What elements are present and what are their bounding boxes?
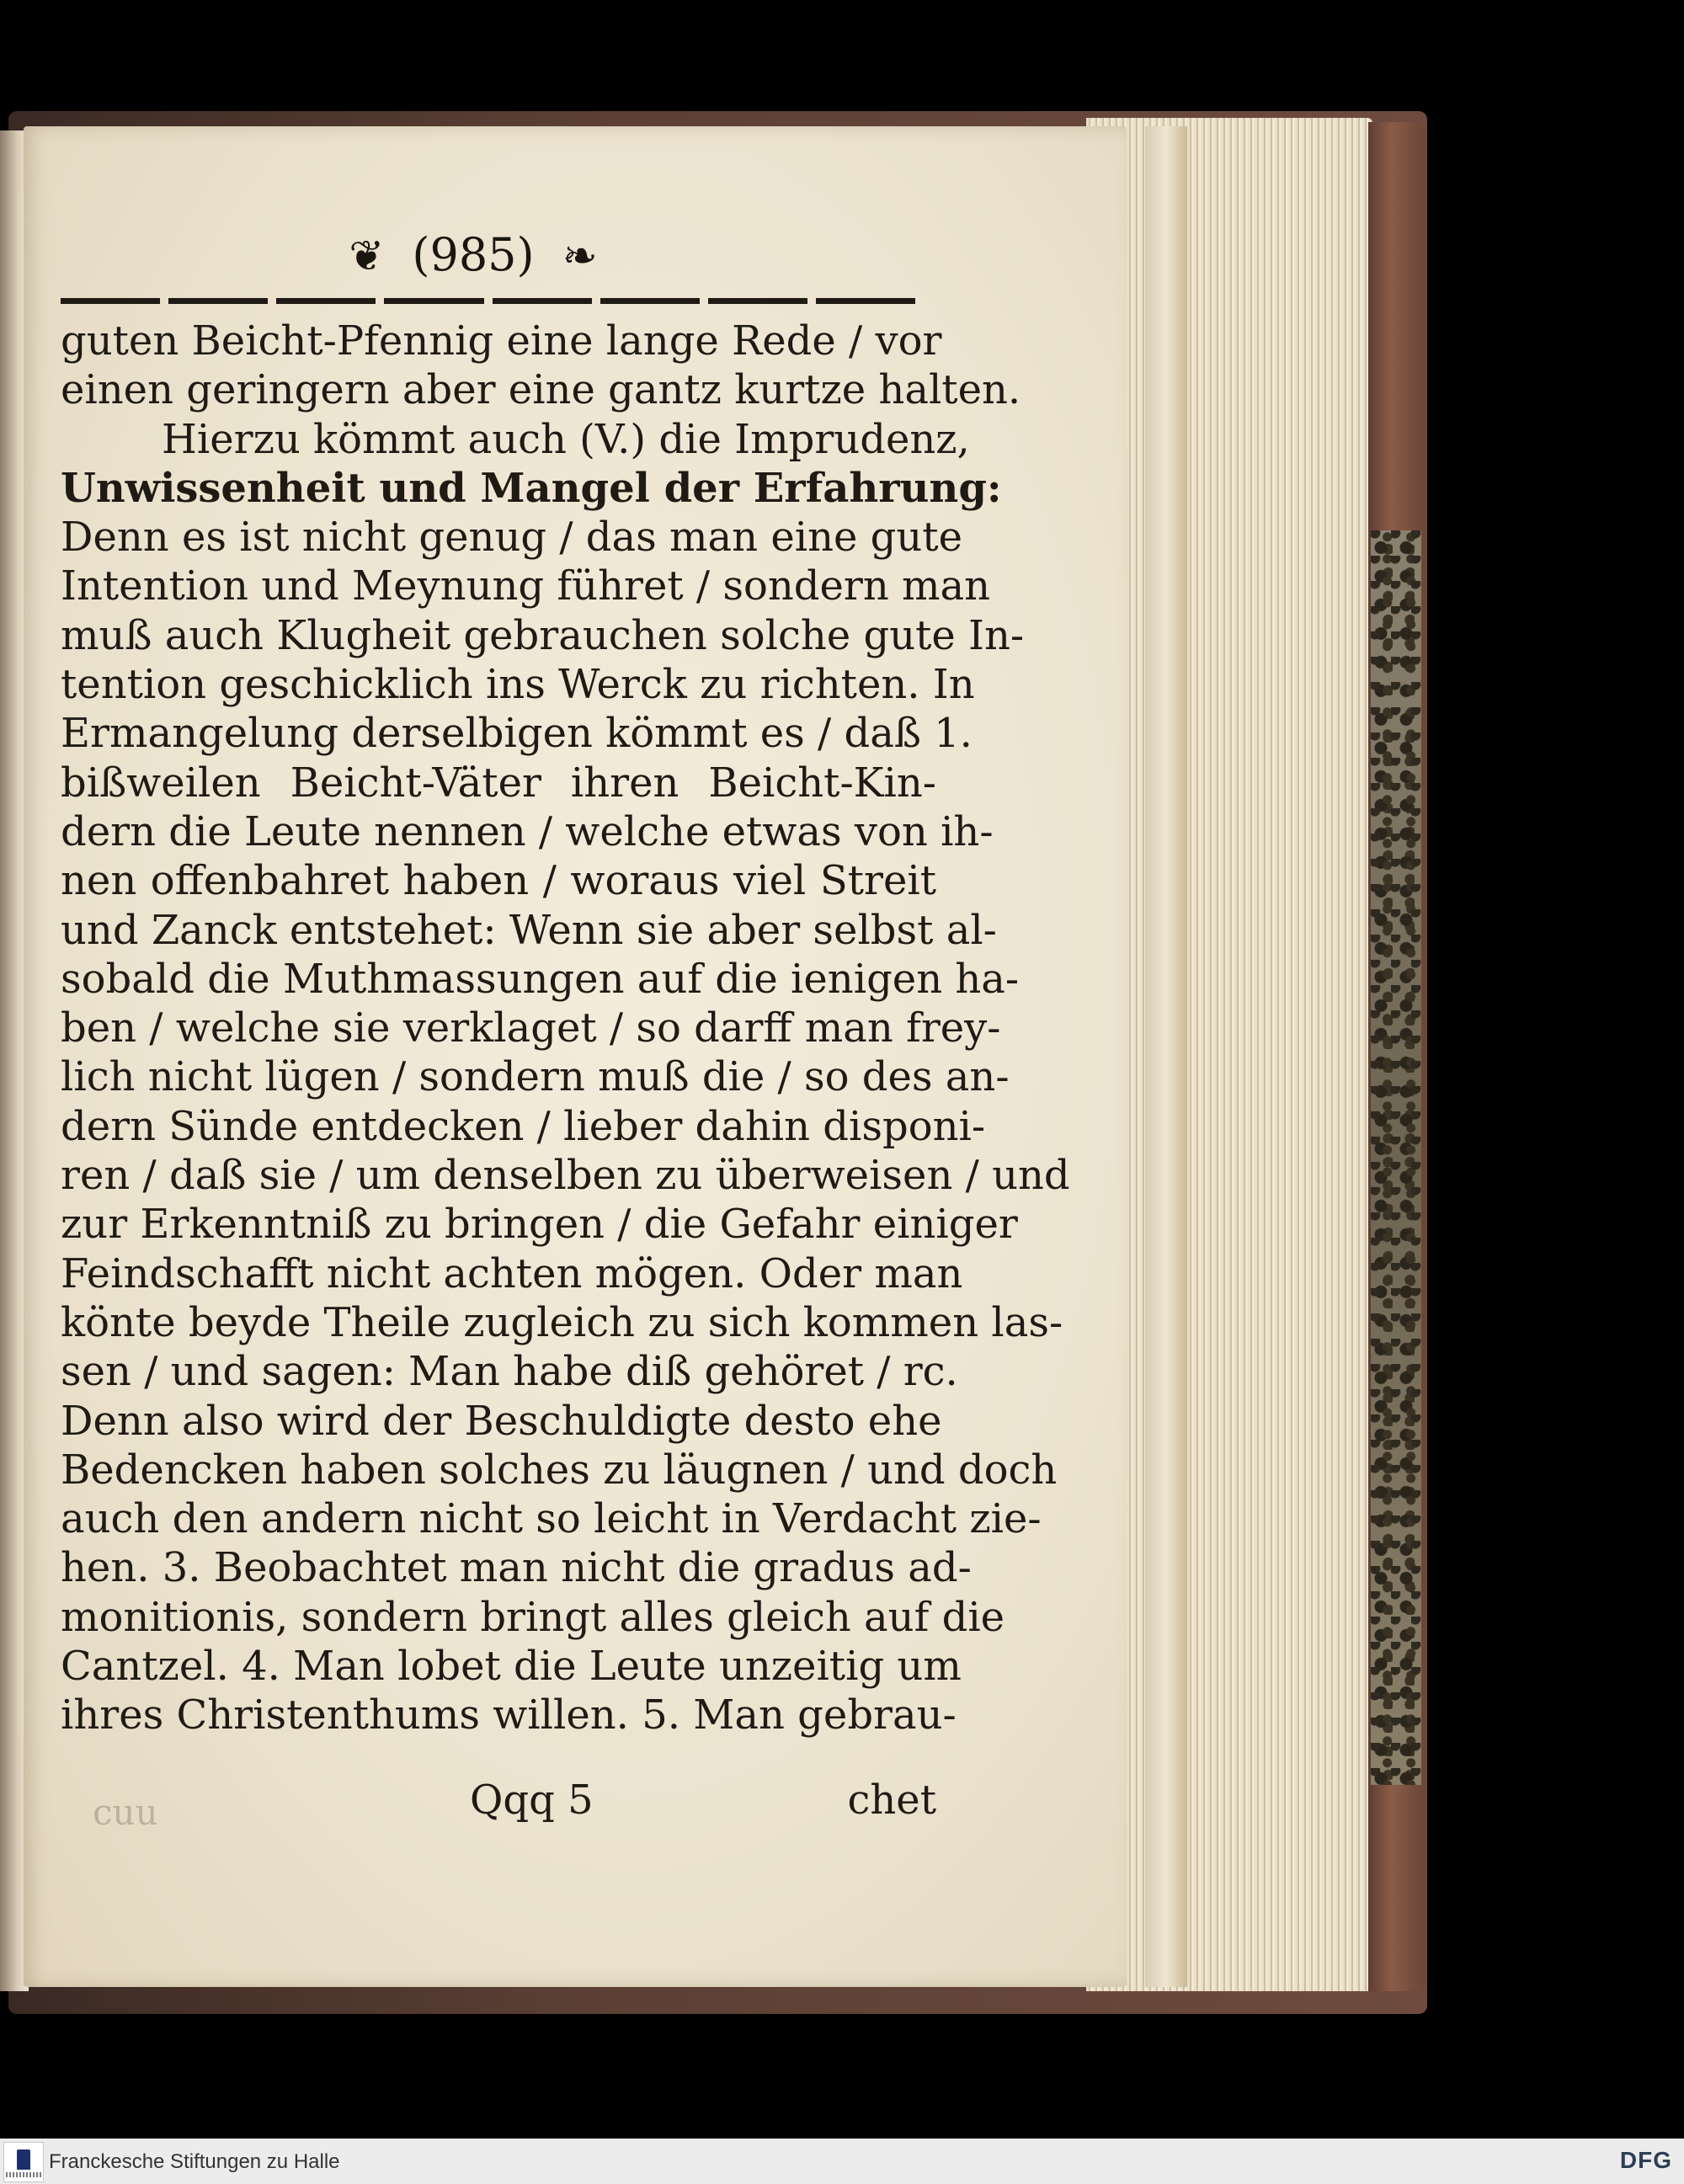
institution-logo-icon xyxy=(3,2142,44,2182)
text-line: und Zanck entstehet: Wenn sie aber selbst al- xyxy=(61,906,997,954)
viewer-footer-bar xyxy=(0,2139,1684,2184)
running-head xyxy=(313,226,633,285)
text-line: dern die Leute nennen / welche etwas von ih- xyxy=(61,807,994,855)
ornament-right-icon: ❧ xyxy=(562,232,598,280)
header-rule xyxy=(61,296,915,306)
text-line: Ermangelung derselbigen kömmt es / daß 1. xyxy=(61,710,973,758)
text-line: hen. 3. Beobachtet man nicht die gradus ad- xyxy=(61,1544,972,1592)
text-line: auch den andern nicht so leicht in Verdacht zie- xyxy=(61,1495,1042,1543)
institution-name: Franckesche Stiftungen zu Halle xyxy=(49,2150,340,2173)
page-stack xyxy=(1086,118,1372,1991)
text-line: lich nicht lügen / sondern muß die / so des an- xyxy=(61,1053,1010,1101)
text-line: Unwissenheit und Mangel der Erfahrung: xyxy=(61,464,1002,512)
text-line: muß auch Klugheit gebrauchen solche gute In- xyxy=(61,611,1025,659)
body-text xyxy=(61,317,1070,1740)
text-line: könte beyde Theile zugleich zu sich kommen las- xyxy=(61,1298,1063,1346)
text-line: Intention und Meynung führet / sondern man xyxy=(61,562,991,610)
text-line: bißweilen Beicht-Väter ihren Beicht-Kin- xyxy=(61,759,936,807)
ornament-left-icon: ❦ xyxy=(349,232,385,280)
text-line: zur Erkenntniß zu bringen / die Gefahr einiger xyxy=(61,1201,1018,1249)
text-line: sen / und sagen: Man habe diß gehöret / rc. xyxy=(61,1348,958,1396)
text-line: monitionis, sondern bringt alles gleich auf die xyxy=(61,1593,1005,1641)
text-line: einen geringern aber eine gantz kurtze halten. xyxy=(61,366,1021,414)
text-line: Cantzel. 4. Man lobet die Leute unzeitig um xyxy=(61,1643,962,1691)
text-line: Bedencken haben solches zu läugnen / und doch xyxy=(61,1446,1058,1494)
text-line: Hierzu kömmt auch (V.) die Imprudenz, xyxy=(162,415,970,463)
page-footer xyxy=(61,1776,936,1835)
bleed-through-mark: cuu xyxy=(93,1792,158,1833)
text-line: dern Sünde entdecken / lieber dahin disponi- xyxy=(61,1102,986,1150)
marbled-edge xyxy=(1371,530,1421,1785)
text-line: nen offenbahret haben / woraus viel Streit xyxy=(61,857,936,905)
text-line: Feindschafft nicht achten mögen. Oder man xyxy=(61,1249,963,1297)
text-line: sobald die Muthmassungen auf die ienigen ha- xyxy=(61,955,1020,1003)
text-line: Denn also wird der Beschuldigte desto ehe xyxy=(61,1397,942,1445)
text-line: Denn es ist nicht genug / das man eine gute xyxy=(61,514,962,562)
text-line: guten Beicht-Pfennig eine lange Rede / vor xyxy=(61,317,942,365)
dfg-logo: DFG xyxy=(1619,2147,1672,2173)
text-line: tention geschicklich ins Werck zu richten. In xyxy=(61,661,975,709)
page-number: (985) xyxy=(412,228,535,281)
text-line: ben / welche sie verklaget / so darff man frey- xyxy=(61,1004,1001,1052)
signature-mark: Qqq 5 xyxy=(470,1776,594,1824)
text-line: ihres Christenthums willen. 5. Man gebrau- xyxy=(61,1691,957,1739)
catchword: chet xyxy=(847,1776,936,1824)
page-stack-shadow xyxy=(1145,126,1187,1987)
text-line: ren / daß sie / um denselben zu überweisen / und xyxy=(61,1152,1070,1200)
